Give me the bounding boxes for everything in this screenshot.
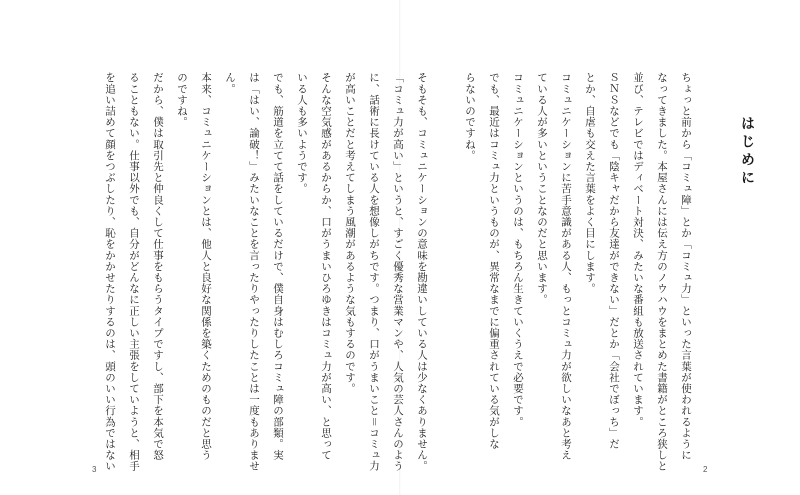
body-line: ん。 (224, 72, 236, 95)
body-line: は「はい、論破！」みたいなことを言ったりやったりしたことは一度もありませ (248, 72, 260, 472)
body-line: でも、最近はコミュ力というものが、異常なまでに偏重されている気がしな (488, 72, 500, 450)
page-number-left: 3 (92, 465, 97, 474)
body-line: 「コミュ力が高い」というと、すごく優秀な営業マンや、人気の芸人さんのよう (392, 72, 404, 472)
body-line: コミュニケーションというのは、もちろん生きていくうえで必要です。 (512, 72, 524, 428)
body-line: 本来、コミュニケーションとは、他人と良好な関係を築くためのものだと思う (200, 72, 212, 461)
body-line: を追い詰めて顔をつぶしたり、恥をかかせたりするのは、頭のいい行為ではない (104, 72, 116, 472)
body-line: ている人が多いということなのだと思います。 (536, 72, 548, 306)
body-line: コミュニケーションに苦手意識がある人、もっとコミュ力が欲しいなあと考え (560, 72, 572, 461)
body-line: に、話術に長けている人を想像しがちです。つまり、口がうまいこと＝コミュ力 (368, 72, 380, 472)
body-line: らないのですね。 (464, 72, 476, 161)
body-line: ちょっと前から「コミュ障」とか「コミュ力」といった言葉が使われるように (680, 72, 692, 461)
left-page-body-text (98, 72, 434, 472)
body-line: 並び、テレビではディベート対決、みたいな番組も放送されています。 (632, 72, 644, 428)
body-line: ることもない。仕事以外でも、自分がどんなに正しい主張をしていようと、相手 (128, 72, 140, 472)
chapter-title: はじめに (739, 116, 755, 188)
body-line: だから、僕は取引先と仲良くして仕事をもらうタイプですし、部下を本気で怒 (152, 72, 164, 461)
body-line: でも、筋道を立てて話をしているだけで、僕自身はむしろコミュ障の部類。実 (272, 72, 284, 461)
body-line: なってきました。本屋さんには伝え方のノウハウをまとめた書籍がところ狭しと (656, 72, 668, 472)
body-line: が高いことだと考えてしまう風潮があるような気もするのです。 (344, 72, 356, 394)
body-line: のですね。 (176, 72, 188, 128)
page-number-right: 2 (703, 465, 708, 474)
body-line: そんな空気感があるからか、口がうまいひろゆきはコミュ力が高い、と思って (320, 72, 332, 461)
right-page-body-text (458, 72, 698, 472)
body-line: ＳＮＳなどでも「陰キャだから友達ができない」だとか「会社でぼっち」だ (608, 72, 620, 450)
body-line: とか、自虐も交えた言葉をよく目にします。 (584, 72, 596, 294)
body-line: いる人も多いようです。 (296, 72, 308, 195)
body-line: そもそも、コミュニケーションの意味を勘違いしている人は少なくありません。 (416, 72, 428, 472)
